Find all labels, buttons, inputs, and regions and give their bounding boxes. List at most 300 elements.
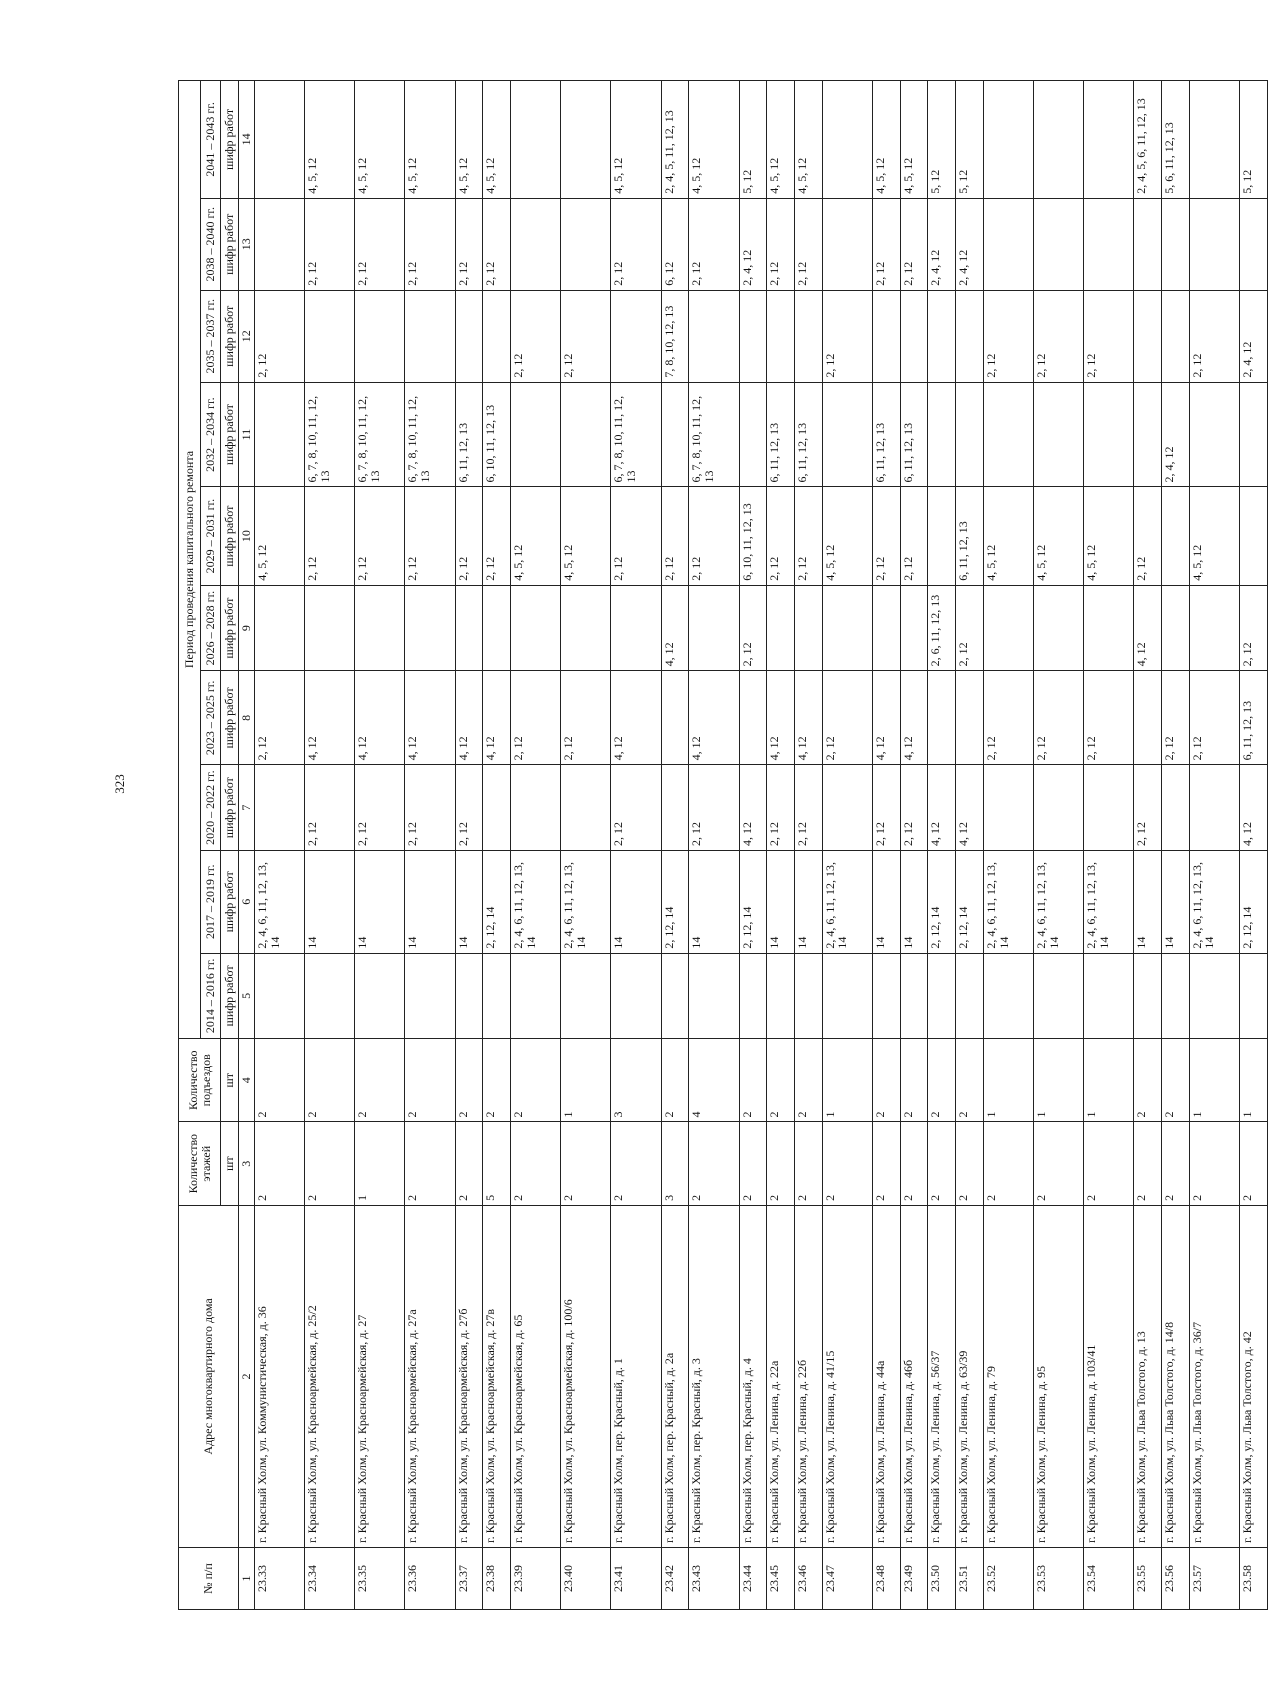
row-address: г. Красный Холм, пер. Красный, д. 1 [611, 1205, 661, 1547]
row-period-code: 4, 5, 12 [355, 81, 405, 199]
row-period-code: 2, 12 [767, 198, 795, 290]
rotated-table-container [178, 80, 1268, 1610]
table-row [561, 81, 611, 1610]
row-period-code: 2, 12 [355, 487, 405, 585]
row-entrances: 1 [983, 1039, 1033, 1122]
row-period-code [983, 953, 1033, 1039]
row-period-code: 2, 12, 14 [1240, 850, 1268, 953]
row-period-code: 2, 12 [511, 671, 561, 765]
row-period-code: 14 [305, 850, 355, 953]
row-period-code [739, 382, 767, 487]
row-number: 23.49 [900, 1548, 928, 1610]
row-period-code [255, 198, 305, 290]
row-period-code: 4, 5, 12 [983, 487, 1033, 585]
row-period-code [767, 290, 795, 382]
row-period-code: 2, 12 [305, 198, 355, 290]
row-address: г. Красный Холм, ул. Красноармейская, д. 27а [405, 1205, 455, 1547]
table-row [872, 81, 900, 1610]
row-period-code: 2, 4, 6, 11, 12, 13, 14 [1084, 850, 1134, 953]
row-period-code: 14 [611, 850, 661, 953]
row-period-code: 14 [1134, 850, 1162, 953]
row-period-code: 2, 12, 14 [956, 850, 984, 953]
row-address: г. Красный Холм, ул. Красноармейская, д. 27в [483, 1205, 511, 1547]
row-period-code: 2, 12 [767, 765, 795, 851]
row-address: г. Красный Холм, ул. Ленина, д. 46б [900, 1205, 928, 1547]
table-row [483, 81, 511, 1610]
row-period-code [661, 765, 689, 851]
row-period-code [511, 953, 561, 1039]
row-period-code: 4, 5, 12 [455, 81, 483, 199]
row-floors: 2 [1189, 1122, 1239, 1205]
row-period-code [983, 765, 1033, 851]
header-code-label: шифр работ [221, 487, 239, 585]
row-floors: 2 [1162, 1122, 1190, 1205]
header-code-label: шифр работ [221, 671, 239, 765]
row-period-code: 2, 4, 6, 11, 12, 13, 14 [1189, 850, 1239, 953]
row-period-code: 6, 11, 12, 13 [1240, 671, 1268, 765]
row-period-code [661, 382, 689, 487]
table-row [405, 81, 455, 1610]
row-period-code: 2, 4, 12 [1240, 290, 1268, 382]
row-period-code [689, 290, 739, 382]
table-row [1162, 81, 1190, 1610]
row-period-code: 5, 12 [1240, 81, 1268, 199]
row-period-code: 2, 12 [1189, 671, 1239, 765]
row-period-code: 2, 12 [1134, 487, 1162, 585]
row-entrances: 2 [455, 1039, 483, 1122]
header-column-number: 13 [239, 198, 255, 290]
row-period-code: 4, 5, 12 [561, 487, 611, 585]
table-row [956, 81, 984, 1610]
table-row [767, 81, 795, 1610]
row-period-code [561, 198, 611, 290]
row-period-code: 2, 12 [611, 765, 661, 851]
header-column-number: 11 [239, 382, 255, 487]
row-entrances: 1 [1084, 1039, 1134, 1122]
row-number: 23.48 [872, 1548, 900, 1610]
row-period-code: 2, 12 [689, 765, 739, 851]
header-code-label: шифр работ [221, 81, 239, 199]
row-period-code [455, 953, 483, 1039]
row-period-code [561, 382, 611, 487]
row-entrances: 1 [822, 1039, 872, 1122]
row-period-code: 4, 5, 12 [1084, 487, 1134, 585]
row-period-code [561, 81, 611, 199]
header-period: Период проведения капитального ремонта [179, 81, 201, 1039]
row-period-code: 4, 5, 12 [611, 81, 661, 199]
row-floors: 2 [611, 1122, 661, 1205]
table-row [795, 81, 823, 1610]
row-address: г. Красный Холм, ул. Красноармейская, д. 27 [355, 1205, 405, 1547]
row-address: г. Красный Холм, ул. Ленина, д. 103/41 [1084, 1205, 1134, 1547]
row-period-code [689, 953, 739, 1039]
row-period-code [928, 671, 956, 765]
row-period-code: 6, 11, 12, 13 [767, 382, 795, 487]
row-address: г. Красный Холм, ул. Красноармейская, д. 27б [455, 1205, 483, 1547]
row-address: г. Красный Холм, ул. Красноармейская, д. 100/6 [561, 1205, 611, 1547]
row-period-code [1084, 198, 1134, 290]
row-period-code: 6, 10, 11, 12, 13 [739, 487, 767, 585]
row-entrances: 2 [795, 1039, 823, 1122]
row-period-code [1134, 953, 1162, 1039]
row-period-code: 4, 5, 12 [822, 487, 872, 585]
row-period-code: 2, 12 [611, 487, 661, 585]
row-period-code: 2, 4, 6, 11, 12, 13, 14 [511, 850, 561, 953]
row-period-code [900, 585, 928, 671]
row-period-code [255, 953, 305, 1039]
header-code-label: шифр работ [221, 382, 239, 487]
row-period-code: 5, 12 [928, 81, 956, 199]
row-number: 23.40 [561, 1548, 611, 1610]
row-period-code [483, 290, 511, 382]
row-entrances: 2 [900, 1039, 928, 1122]
row-period-code [1162, 487, 1190, 585]
header-column-number: 7 [239, 765, 255, 851]
row-period-code [561, 953, 611, 1039]
row-period-code: 2, 12 [1134, 765, 1162, 851]
row-period-code [1162, 198, 1190, 290]
table-row [1084, 81, 1134, 1610]
row-period-code [1134, 198, 1162, 290]
row-period-code: 2, 12 [900, 765, 928, 851]
row-period-code [928, 487, 956, 585]
header-num: № п/п [179, 1548, 239, 1610]
row-entrances: 2 [355, 1039, 405, 1122]
row-floors: 2 [928, 1122, 956, 1205]
row-entrances: 2 [405, 1039, 455, 1122]
row-number: 23.51 [956, 1548, 984, 1610]
row-period-code [956, 671, 984, 765]
row-period-code: 2, 12 [1084, 290, 1134, 382]
header-period-9: 2038 – 2040 гг. [201, 198, 221, 290]
row-period-code [1084, 953, 1134, 1039]
row-period-code: 2, 12 [255, 671, 305, 765]
row-period-code: 2, 6, 11, 12, 13 [928, 585, 956, 671]
row-period-code [255, 585, 305, 671]
table-row [255, 81, 305, 1610]
row-period-code [305, 585, 355, 671]
header-column-number: 6 [239, 850, 255, 953]
row-period-code: 2, 4, 6, 11, 12, 13, 14 [561, 850, 611, 953]
row-period-code: 4, 5, 12 [405, 81, 455, 199]
row-period-code: 2, 4, 12 [928, 198, 956, 290]
page-number: 323 [112, 774, 127, 794]
row-entrances: 2 [767, 1039, 795, 1122]
header-column-number: 12 [239, 290, 255, 382]
header-column-number: 2 [239, 1205, 255, 1547]
header-address: Адрес многоквартирного дома [179, 1205, 239, 1547]
row-period-code: 2, 12 [822, 290, 872, 382]
header-period-7: 2032 – 2034 гг. [201, 382, 221, 487]
row-period-code [511, 585, 561, 671]
row-period-code [956, 290, 984, 382]
row-period-code: 2, 12 [795, 198, 823, 290]
row-period-code [483, 953, 511, 1039]
row-period-code [1084, 382, 1134, 487]
row-period-code: 4, 12 [305, 671, 355, 765]
row-period-code [1240, 382, 1268, 487]
row-entrances: 2 [255, 1039, 305, 1122]
row-period-code: 2, 12 [1084, 671, 1134, 765]
row-period-code [1084, 765, 1134, 851]
header-code-label: шифр работ [221, 585, 239, 671]
row-floors: 2 [739, 1122, 767, 1205]
row-period-code: 2, 4, 12 [739, 198, 767, 290]
row-period-code [822, 953, 872, 1039]
row-number: 23.36 [405, 1548, 455, 1610]
row-period-code: 2, 12 [872, 198, 900, 290]
row-period-code: 2, 12 [455, 765, 483, 851]
row-number: 23.54 [1084, 1548, 1134, 1610]
table-row [983, 81, 1033, 1610]
table-row [689, 81, 739, 1610]
row-period-code: 4, 12 [355, 671, 405, 765]
row-entrances: 1 [1189, 1039, 1239, 1122]
row-period-code: 4, 12 [739, 765, 767, 851]
row-floors: 2 [983, 1122, 1033, 1205]
row-floors: 2 [305, 1122, 355, 1205]
row-period-code: 2, 12 [1162, 671, 1190, 765]
row-number: 23.42 [661, 1548, 689, 1610]
row-period-code: 6, 7, 8, 10, 11, 12, 13 [689, 382, 739, 487]
row-period-code [455, 585, 483, 671]
row-period-code: 2, 12 [795, 765, 823, 851]
row-period-code: 5, 12 [739, 81, 767, 199]
row-period-code: 6, 12 [661, 198, 689, 290]
header-period-4: 2023 – 2025 гг. [201, 671, 221, 765]
header-period-5: 2026 – 2028 гг. [201, 585, 221, 671]
row-period-code [1084, 81, 1134, 199]
row-period-code: 4, 12 [483, 671, 511, 765]
header-code-label: шифр работ [221, 765, 239, 851]
row-number: 23.35 [355, 1548, 405, 1610]
row-period-code [1034, 382, 1084, 487]
row-address: г. Красный Холм, ул. Льва Толстого, д. 14/8 [1162, 1205, 1190, 1547]
row-period-code: 5, 12 [956, 81, 984, 199]
row-period-code: 2, 12 [355, 765, 405, 851]
row-period-code [983, 585, 1033, 671]
table-row [1134, 81, 1162, 1610]
row-period-code [611, 953, 661, 1039]
row-period-code: 6, 7, 8, 10, 11, 12, 13 [355, 382, 405, 487]
header-column-number: 9 [239, 585, 255, 671]
row-period-code: 2, 12 [689, 487, 739, 585]
row-address: г. Красный Холм, ул. Ленина, д. 22б [795, 1205, 823, 1547]
row-number: 23.45 [767, 1548, 795, 1610]
row-address: г. Красный Холм, ул. Ленина, д. 63/39 [956, 1205, 984, 1547]
row-period-code: 4, 5, 12 [483, 81, 511, 199]
row-period-code: 4, 12 [611, 671, 661, 765]
row-period-code: 4, 12 [872, 671, 900, 765]
row-period-code: 4, 5, 12 [1189, 487, 1239, 585]
row-period-code [1240, 198, 1268, 290]
row-entrances: 2 [511, 1039, 561, 1122]
row-period-code: 4, 12 [956, 765, 984, 851]
row-period-code: 2, 12 [1034, 290, 1084, 382]
row-period-code [1162, 290, 1190, 382]
row-period-code [355, 953, 405, 1039]
row-period-code: 14 [795, 850, 823, 953]
row-address: г. Красный Холм, ул. Льва Толстого, д. 13 [1134, 1205, 1162, 1547]
row-period-code [1189, 953, 1239, 1039]
header-unit-floors: шт [221, 1122, 239, 1205]
row-entrances: 2 [1162, 1039, 1190, 1122]
row-number: 23.33 [255, 1548, 305, 1610]
row-period-code: 2, 12 [822, 671, 872, 765]
row-period-code: 2, 12 [872, 487, 900, 585]
row-period-code: 4, 5, 12 [1034, 487, 1084, 585]
row-period-code: 2, 4, 6, 11, 12, 13, 14 [822, 850, 872, 953]
header-unit-entrances: шт [221, 1039, 239, 1122]
row-address: г. Красный Холм, ул. Ленина, д. 56/37 [928, 1205, 956, 1547]
row-period-code [1240, 487, 1268, 585]
row-period-code [561, 585, 611, 671]
row-period-code: 2, 12 [956, 585, 984, 671]
row-period-code [661, 953, 689, 1039]
row-address: г. Красный Холм, ул. Красноармейская, д. 65 [511, 1205, 561, 1547]
row-period-code: 4, 5, 12 [795, 81, 823, 199]
row-period-code [767, 953, 795, 1039]
row-period-code: 6, 11, 12, 13 [872, 382, 900, 487]
row-floors: 5 [483, 1122, 511, 1205]
row-period-code: 4, 12 [405, 671, 455, 765]
row-floors: 2 [1084, 1122, 1134, 1205]
row-period-code [872, 585, 900, 671]
row-address: г. Красный Холм, ул. Коммунистическая, д. 36 [255, 1205, 305, 1547]
row-period-code: 2, 12 [611, 198, 661, 290]
row-address: г. Красный Холм, ул. Льва Толстого, д. 36/7 [1189, 1205, 1239, 1547]
row-number: 23.37 [455, 1548, 483, 1610]
row-period-code: 2, 12 [983, 290, 1033, 382]
row-number: 23.47 [822, 1548, 872, 1610]
row-period-code [355, 585, 405, 671]
row-address: г. Красный Холм, ул. Ленина, д. 95 [1034, 1205, 1084, 1547]
row-period-code: 2, 12 [305, 765, 355, 851]
row-period-code [561, 765, 611, 851]
row-period-code [255, 81, 305, 199]
row-period-code [928, 382, 956, 487]
row-period-code: 14 [767, 850, 795, 953]
row-period-code [1189, 765, 1239, 851]
header-entrances: Количество подъездов [179, 1039, 221, 1122]
row-floors: 2 [767, 1122, 795, 1205]
row-number: 23.41 [611, 1548, 661, 1610]
header-column-number: 5 [239, 953, 255, 1039]
row-period-code [405, 290, 455, 382]
table-row [305, 81, 355, 1610]
row-period-code [405, 585, 455, 671]
row-period-code: 4, 12 [900, 671, 928, 765]
row-entrances: 2 [661, 1039, 689, 1122]
row-period-code: 6, 10, 11, 12, 13 [483, 382, 511, 487]
row-period-code [305, 953, 355, 1039]
row-period-code: 2, 12 [900, 198, 928, 290]
row-floors: 2 [1240, 1122, 1268, 1205]
row-address: г. Красный Холм, ул. Ленина, д. 22а [767, 1205, 795, 1547]
row-period-code [795, 953, 823, 1039]
row-period-code: 2, 4, 6, 11, 12, 13, 14 [255, 850, 305, 953]
row-period-code [1034, 585, 1084, 671]
row-period-code: 6, 7, 8, 10, 11, 12, 13 [305, 382, 355, 487]
table-row [1034, 81, 1084, 1610]
table-row [455, 81, 483, 1610]
row-period-code: 6, 11, 12, 13 [956, 487, 984, 585]
header-period-2: 2017 – 2019 гг. [201, 850, 221, 953]
row-entrances: 2 [483, 1039, 511, 1122]
header-column-number: 4 [239, 1039, 255, 1122]
row-period-code [1162, 953, 1190, 1039]
row-period-code: 4, 12 [1134, 585, 1162, 671]
row-period-code: 2, 12 [405, 487, 455, 585]
row-period-code: 14 [455, 850, 483, 953]
row-period-code: 4, 5, 12 [767, 81, 795, 199]
row-entrances: 1 [1034, 1039, 1084, 1122]
row-period-code [822, 765, 872, 851]
row-period-code [611, 290, 661, 382]
row-period-code: 4, 12 [928, 765, 956, 851]
row-period-code [822, 585, 872, 671]
row-period-code [511, 198, 561, 290]
header-code-label: шифр работ [221, 290, 239, 382]
row-period-code: 2, 12 [483, 487, 511, 585]
row-period-code: 2, 12 [739, 585, 767, 671]
row-period-code: 2, 12 [872, 765, 900, 851]
row-period-code [255, 382, 305, 487]
header-column-number: 10 [239, 487, 255, 585]
row-floors: 2 [1134, 1122, 1162, 1205]
row-floors: 2 [956, 1122, 984, 1205]
row-entrances: 1 [1240, 1039, 1268, 1122]
row-period-code: 2, 4, 6, 11, 12, 13, 14 [1034, 850, 1084, 953]
row-period-code [1034, 953, 1084, 1039]
row-period-code [900, 953, 928, 1039]
row-period-code [900, 290, 928, 382]
row-entrances: 2 [956, 1039, 984, 1122]
row-period-code: 2, 12 [1034, 671, 1084, 765]
row-period-code: 2, 12 [455, 198, 483, 290]
row-floors: 2 [795, 1122, 823, 1205]
table-row [739, 81, 767, 1610]
row-number: 23.56 [1162, 1548, 1190, 1610]
row-period-code: 14 [1162, 850, 1190, 953]
row-entrances: 2 [739, 1039, 767, 1122]
row-period-code [1162, 585, 1190, 671]
row-period-code: 2, 4, 12 [956, 198, 984, 290]
row-period-code: 2, 12 [561, 290, 611, 382]
row-floors: 2 [255, 1122, 305, 1205]
row-period-code: 2, 12 [1240, 585, 1268, 671]
row-period-code [739, 953, 767, 1039]
row-period-code: 6, 7, 8, 10, 11, 12, 13 [405, 382, 455, 487]
row-period-code: 2, 12 [767, 487, 795, 585]
row-period-code [1134, 671, 1162, 765]
header-code-label: шифр работ [221, 953, 239, 1039]
row-period-code [305, 290, 355, 382]
header-column-number: 3 [239, 1122, 255, 1205]
header-period-1: 2014 – 2016 гг. [201, 953, 221, 1039]
row-period-code [872, 290, 900, 382]
row-period-code [983, 382, 1033, 487]
row-period-code: 2, 12 [405, 765, 455, 851]
header-code-label: шифр работ [221, 198, 239, 290]
row-number: 23.38 [483, 1548, 511, 1610]
table-row [1240, 81, 1268, 1610]
row-period-code [355, 290, 405, 382]
row-period-code: 2, 12 [1189, 290, 1239, 382]
row-period-code: 4, 5, 12 [511, 487, 561, 585]
row-period-code: 2, 12 [689, 198, 739, 290]
row-number: 23.58 [1240, 1548, 1268, 1610]
